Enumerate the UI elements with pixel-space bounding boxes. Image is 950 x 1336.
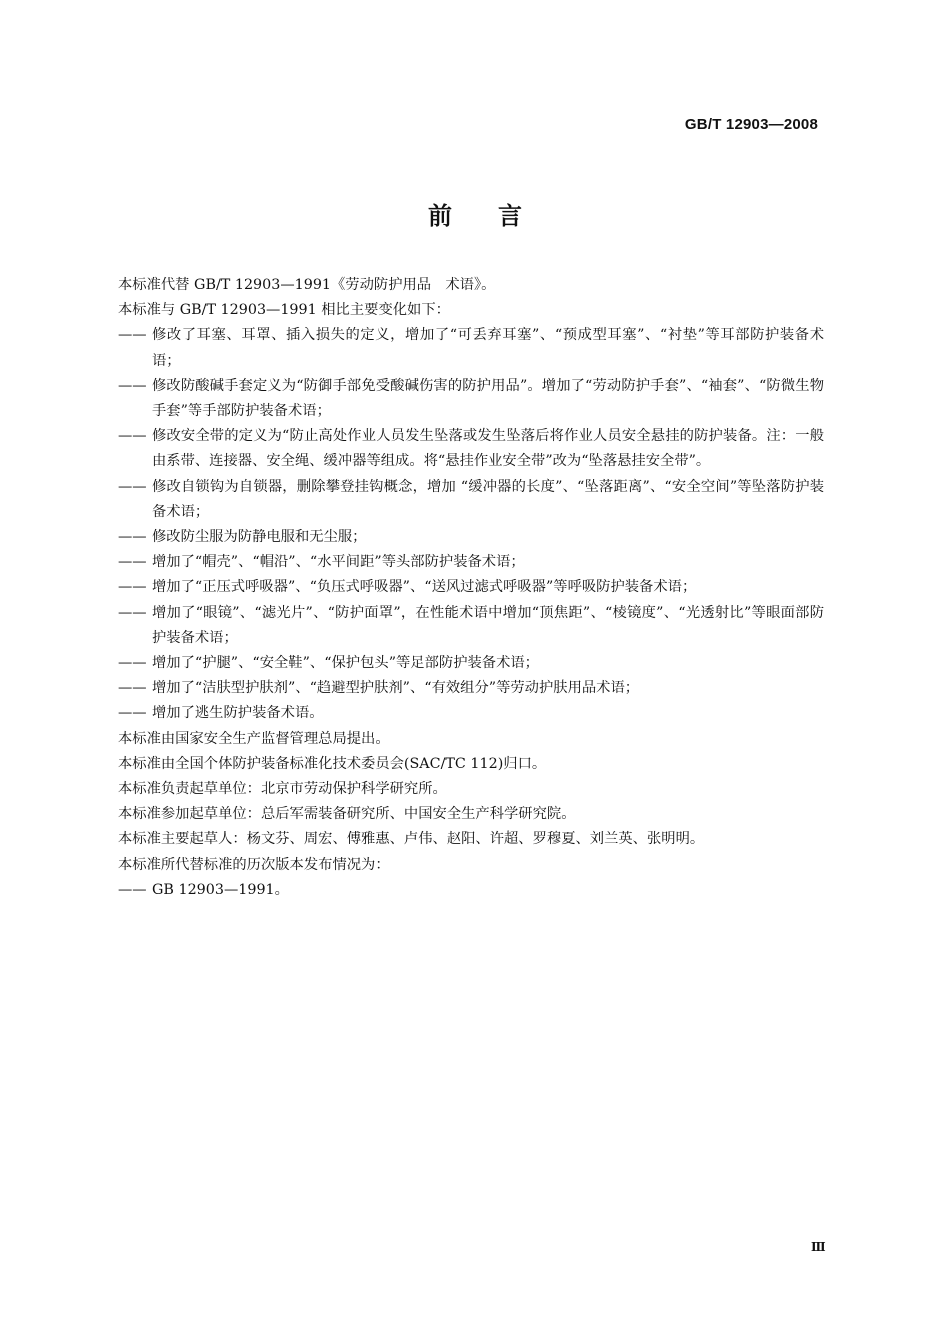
change-text: 增加了“正压式呼吸器”、“负压式呼吸器”、“送风过滤式呼吸器”等呼吸防护装备术语；: [152, 579, 697, 596]
change-item: [118, 374, 824, 424]
change-item: [118, 676, 824, 701]
dash-mark: ——: [118, 428, 147, 445]
dash-mark: ——: [118, 604, 147, 621]
standard-number: GB/T 12903—2008: [684, 116, 818, 133]
change-text: 增加了逃生防护装备术语。: [152, 705, 324, 722]
change-item: [118, 323, 824, 373]
change-text: 修改了耳塞、耳罩、插入损失的定义，增加了“可丢弃耳塞”、“预成型耳塞”、“衬垫”等耳部防护装备术语；: [152, 327, 824, 369]
change-text: 增加了“护腿”、“安全鞋”、“保护包头”等足部防护装备术语；: [152, 655, 539, 672]
change-text: 增加了“洁肤型护肤剂”、“趋避型护肤剂”、“有效组分”等劳动护肤用品术语；: [152, 680, 640, 697]
dash-mark: ——: [118, 327, 147, 344]
dash-mark: ——: [118, 478, 147, 495]
page-title: 前言: [428, 202, 568, 230]
paragraph-changes-intro: 本标准与 GB/T 12903—1991 相比主要变化如下：: [118, 302, 450, 319]
change-item: [118, 550, 824, 575]
dash-mark: ——: [118, 655, 147, 672]
paragraph-committee: 本标准由全国个体防护装备标准化技术委员会(SAC/TC 112)归口。: [118, 755, 547, 772]
dash-mark: ——: [118, 377, 147, 394]
dash-mark: ——: [118, 529, 147, 546]
change-item: [118, 651, 824, 676]
paragraph-main-drafters: 本标准主要起草人：杨文芬、周宏、傅雅惠、卢伟、赵阳、许超、罗穆夏、刘兰英、张明明。: [118, 831, 705, 848]
dash-mark: ——: [118, 579, 147, 596]
change-item: [118, 575, 824, 600]
paragraph-history-intro: 本标准所代替标准的历次版本发布情况为：: [118, 856, 390, 873]
paragraph-proposer: 本标准由国家安全生产监督管理总局提出。: [118, 730, 390, 747]
dash-mark: ——: [118, 554, 147, 571]
page-number: Ⅲ: [811, 1240, 826, 1254]
change-text: 修改自锁钩为自锁器，删除攀登挂钩概念，增加 “缓冲器的长度”、“坠落距离”、“安全空间”等坠落防护装备术语；: [152, 478, 824, 520]
change-text: 修改防尘服为防静电服和无尘服；: [152, 529, 367, 546]
change-item: [118, 475, 824, 525]
paragraph-lead-drafter: 本标准负责起草单位：北京市劳动保护科学研究所。: [118, 781, 447, 798]
change-item: [118, 601, 824, 651]
change-item: [118, 525, 824, 550]
history-item: [118, 878, 824, 903]
change-item: [118, 424, 824, 474]
paragraph-replaces: 本标准代替 GB/T 12903—1991《劳动防护用品 术语》。: [118, 277, 496, 293]
dash-mark: ——: [118, 680, 147, 697]
change-text: 修改安全带的定义为“防止高处作业人员发生坠落或发生坠落后将作业人员安全悬挂的防护装备。注：一般由系带、连接器、安全绳、缓冲器等组成。将“悬挂作业安全带”改为“坠落悬挂安全带”。: [152, 428, 824, 470]
change-item: [118, 701, 824, 726]
paragraph-participating-drafters: 本标准参加起草单位：总后军需装备研究所、中国安全生产科学研究院。: [118, 806, 576, 823]
document-body: [118, 273, 824, 903]
dash-mark: ——: [118, 881, 147, 898]
change-text: 修改防酸碱手套定义为“防御手部免受酸碱伤害的防护用品”。增加了“劳动防护手套”、“袖套”、“防微生物手套”等手部防护装备术语；: [152, 377, 824, 420]
change-text: 增加了“眼镜”、“滤光片”、“防护面罩”，在性能术语中增加“顶焦距”、“棱镜度”、“光透射比”等眼面部防护装备术语；: [152, 604, 824, 646]
dash-mark: ——: [118, 705, 147, 722]
change-text: 增加了“帽壳”、“帽沿”、“水平间距”等头部防护装备术语；: [152, 554, 525, 571]
history-text: GB 12903—1991。: [152, 881, 289, 898]
